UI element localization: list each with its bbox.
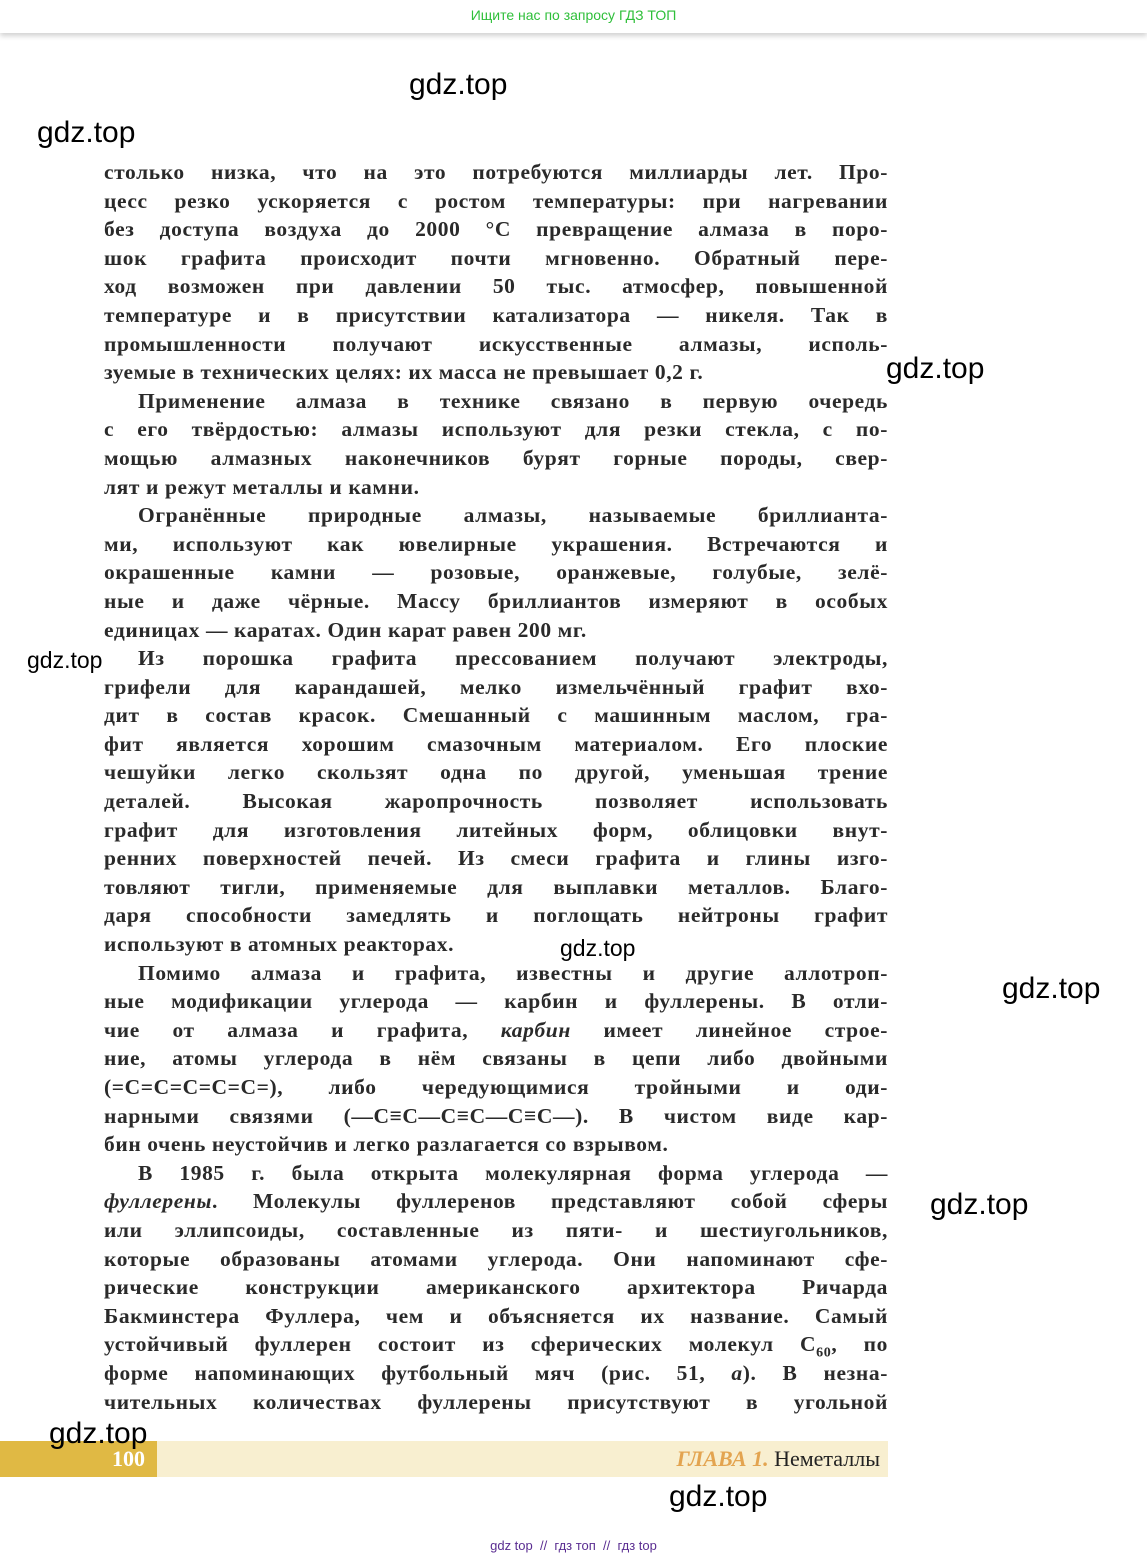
text-line: шок графита происходит почти мгновенно. Обратный пере- — [104, 245, 888, 270]
banner-text: Ищите нас по запросу ГДЗ ТОП — [470, 7, 677, 23]
watermark: gdz.top — [49, 1417, 148, 1450]
text-line: лят и режут металлы и камни. — [104, 474, 420, 499]
text-line: рические конструкции американского архитектора Ричарда — [104, 1275, 888, 1300]
text-line: бин очень неустойчив и легко разлагается со взрывом. — [104, 1132, 669, 1157]
text-line: грифели для карандашей, мелко измельчённый графит вхо- — [104, 674, 888, 699]
text-segment: устойчивый фуллерен состоит из сферических молекул С — [104, 1332, 817, 1357]
text-segment: имеет линейное строе- — [570, 1017, 888, 1042]
top-banner — [0, 0, 1147, 33]
text-line: температуре и в присутствии катализатора — никеля. Так в — [104, 302, 888, 327]
watermark: gdz.top — [886, 352, 985, 385]
chapter-label: ГЛАВА 1. — [676, 1446, 769, 1471]
text-line: дит в состав красок. Смешанный с машинным маслом, гра- — [104, 703, 888, 728]
text-line: мощью алмазных наконечников бурят горные породы, свер- — [104, 445, 888, 470]
italic-term: фуллерены — [104, 1189, 212, 1214]
italic-term: а — [731, 1360, 743, 1385]
text-line: с его твёрдостью: алмазы используют для резки стекла, с по- — [104, 417, 888, 442]
text-line: деталей. Высокая жаропрочность позволяет использовать — [104, 789, 888, 814]
watermark: gdz.top — [409, 68, 508, 101]
text-segment: . Молекулы фуллеренов представляют собой сферы — [211, 1189, 888, 1214]
text-line: ми, используют как ювелирные украшения. Встречаются и — [104, 531, 888, 556]
watermark: gdz.top — [930, 1188, 1029, 1221]
text-line: ход возможен при давлении 50 тыс. атмосфер, повышенной — [104, 274, 888, 299]
text-line: нарными связями (—С≡С—С≡С—С≡С—). В чистом виде кар- — [104, 1103, 888, 1128]
text-line: Из порошка графита прессованием получают электроды, — [138, 646, 888, 671]
text-line: Применение алмаза в технике связано в первую очередь — [138, 388, 888, 413]
watermark: gdz.top — [27, 647, 103, 673]
text-segment: форме напоминающих футбольный мяч (рис. 51, — [104, 1360, 732, 1385]
text-segment: , по — [831, 1332, 888, 1357]
text-line: Бакминстера Фуллера, чем и объясняется их название. Самый — [104, 1303, 888, 1328]
text-line: единицах — каратах. Один карат равен 200 мг. — [104, 617, 587, 642]
bottom-links-text[interactable]: gdz top // гдз топ // гдз top — [490, 1538, 657, 1553]
textbook-page-text — [104, 158, 888, 1416]
text-line: товляют тигли, применяемые для выплавки металлов. Благо- — [104, 874, 888, 899]
text-line — [104, 1016, 888, 1045]
text-line: промышленности получают искусственные алмазы, исполь- — [104, 331, 888, 356]
text-line: даря способности замедлять и поглощать нейтроны графит — [104, 903, 888, 928]
text-line: графит для изготовления литейных форм, облицовки внут- — [104, 817, 888, 842]
watermark: gdz.top — [37, 116, 136, 149]
text-line: В 1985 г. была открыта молекулярная форма углерода — — [138, 1160, 888, 1185]
text-line: которые образованы атомами углерода. Они напоминают сфе- — [104, 1246, 888, 1271]
italic-term: карбин — [500, 1017, 571, 1042]
text-line: ные и даже чёрные. Массу бриллиантов измеряют в особых — [104, 588, 888, 613]
text-line: (=С=С=С=С=С=), либо чередующимися тройными и оди- — [104, 1075, 888, 1099]
text-line: окрашенные камни — розовые, оранжевые, голубые, зелё- — [104, 560, 888, 585]
text-line — [104, 1359, 888, 1388]
text-line — [104, 1330, 888, 1359]
watermark: gdz.top — [1002, 972, 1101, 1005]
bottom-links[interactable] — [0, 1538, 1147, 1553]
text-line: Огранённые природные алмазы, называемые бриллианта- — [138, 503, 888, 528]
text-line: чешуйки легко скользят одна по другой, уменьшая трение — [104, 760, 888, 785]
text-line: ные модификации углерода — карбин и фуллерены. В отли- — [104, 989, 888, 1014]
text-line: или эллипсоиды, составленные из пяти- и шестиугольников, — [104, 1217, 888, 1242]
text-line — [104, 1187, 888, 1216]
chapter-title: Неметаллы — [774, 1446, 880, 1471]
text-line: зуемые в технических целях: их масса не превышает 0,2 г. — [104, 360, 704, 385]
page-number: 100 — [0, 1441, 157, 1477]
subscript: 60 — [816, 1345, 832, 1361]
text-segment: ). В незна- — [742, 1360, 889, 1385]
text-segment: чие от алмаза и графита, — [104, 1017, 501, 1042]
text-line: используют в атомных реакторах. — [104, 932, 455, 957]
text-line: без доступа воздуха до 2000 °С превращение алмаза в поро- — [104, 217, 888, 242]
chapter-heading — [677, 1441, 880, 1477]
text-line: цесс резко ускоряется с ростом температуры: при нагревании — [104, 188, 888, 213]
text-line: столько низка, что на это потребуются миллиарды лет. Про- — [104, 160, 888, 184]
watermark: gdz.top — [560, 935, 636, 961]
watermark: gdz.top — [669, 1480, 768, 1513]
text-line: ренних поверхностей печей. Из смеси графита и глины изго- — [104, 846, 888, 871]
text-line: фит является хорошим смазочным материалом. Его плоские — [104, 731, 888, 756]
text-line: ние, атомы углерода в нём связаны в цепи либо двойными — [104, 1046, 888, 1071]
text-line: Помимо алмаза и графита, известны и другие аллотроп- — [138, 960, 888, 985]
text-line: чительных количествах фуллерены присутствуют в угольной — [104, 1389, 888, 1414]
